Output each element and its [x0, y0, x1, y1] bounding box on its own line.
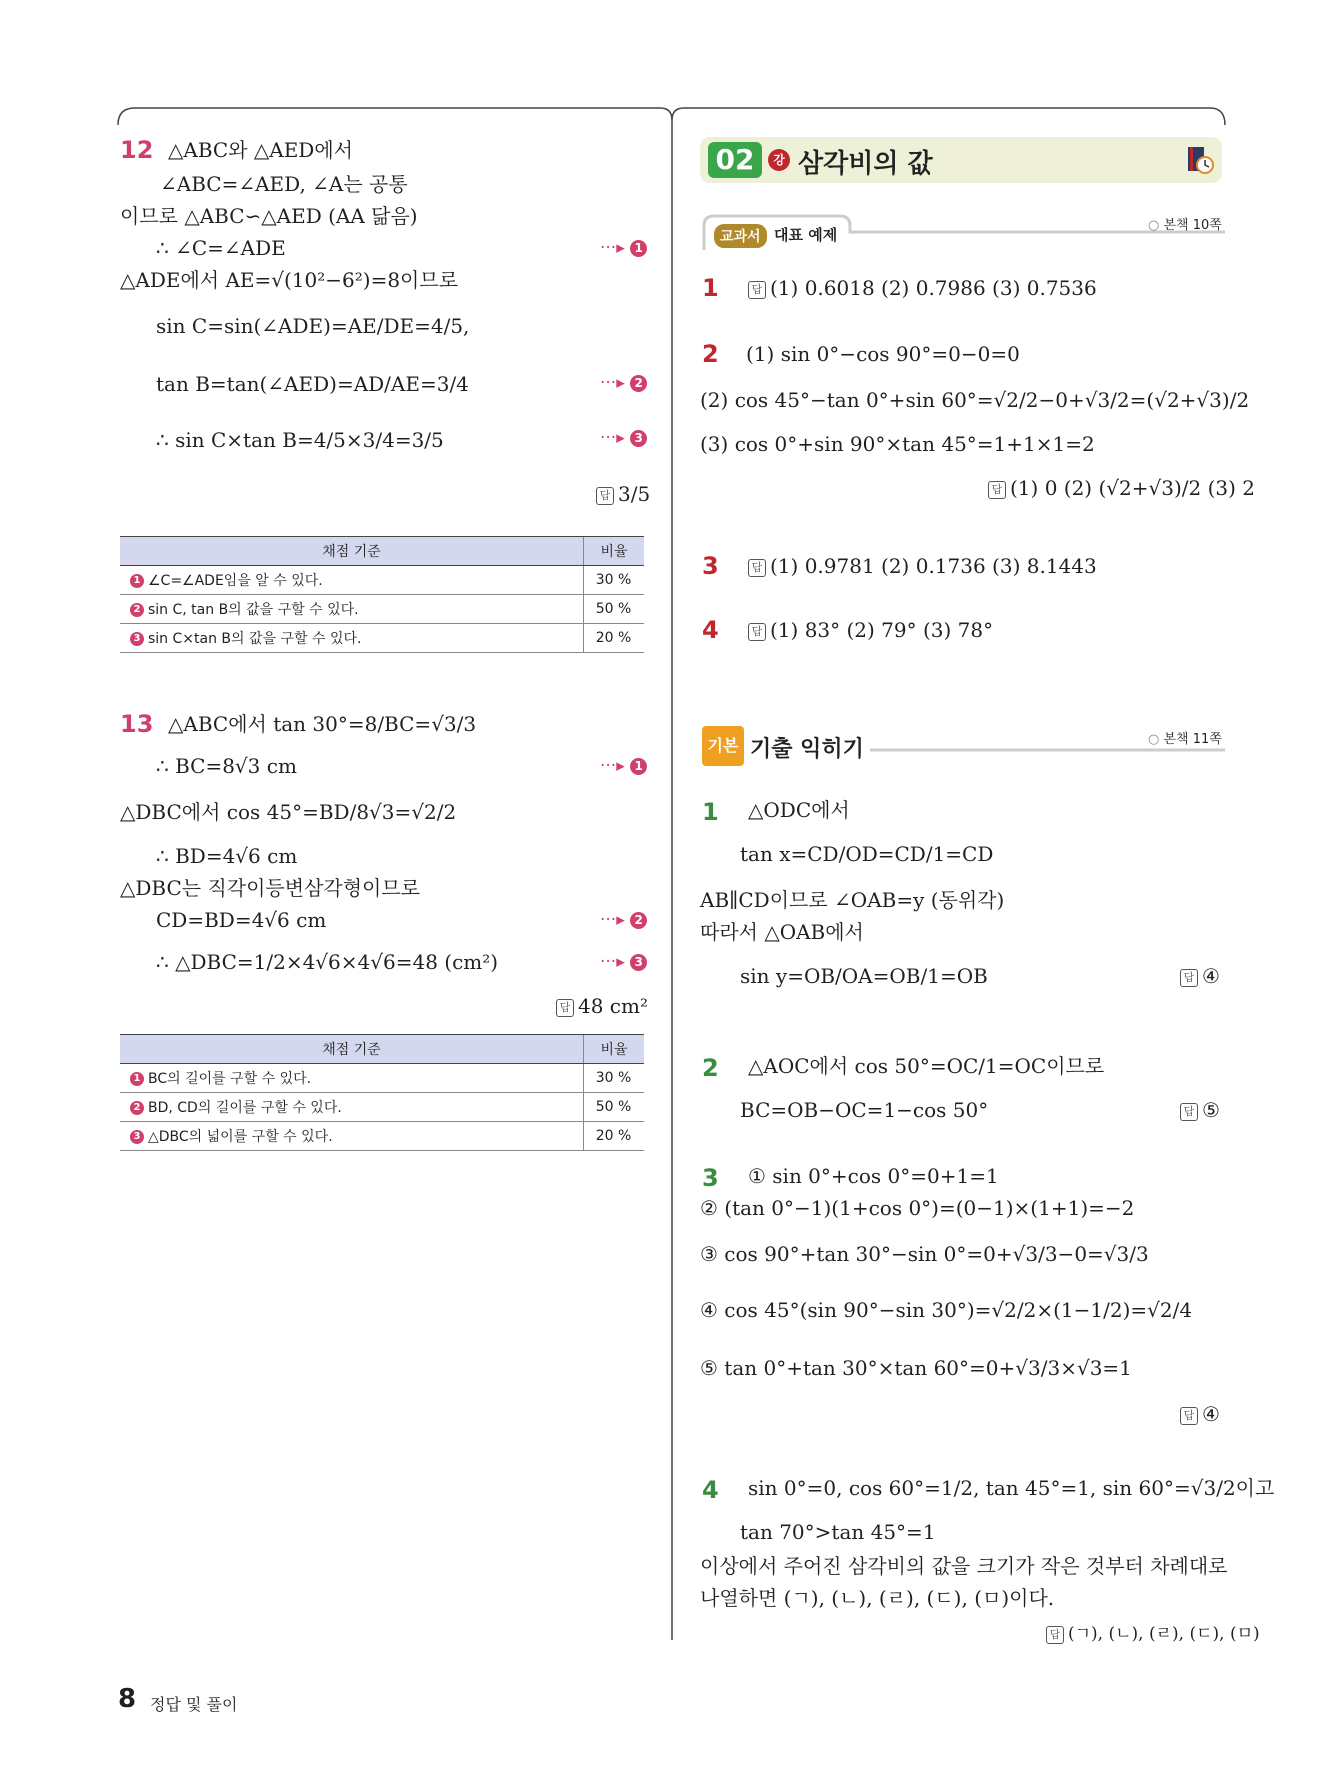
example-3-answer: 답 (1) 0.9781 (2) 0.1736 (3) 8.1443	[748, 552, 1097, 580]
table-row: 3 △DBC의 넓이를 구할 수 있다. 20 %	[120, 1122, 644, 1151]
q13-line-7: ∴ △DBC=1/2×4√6×4√6=48 (cm²)	[156, 950, 499, 974]
q13-line-6: CD=BD=4√6 cm	[156, 908, 327, 932]
q12-line-8: ∴ sin C×tan B=4/5×3/4=3/5	[156, 428, 444, 452]
problem-13-number: 13	[120, 710, 154, 738]
q12-line-7: tan B=tan(∠AED)=AD/AE=3/4	[156, 372, 469, 396]
basic-3-answer: 답 ④	[1180, 1400, 1220, 1428]
q13-line-5: △DBC는 직각이등변삼각형이므로	[120, 876, 420, 900]
basic-3-line-3: ③ cos 90°+tan 30°−sin 0°=0+√3/3−0=√3/3	[700, 1242, 1149, 1266]
table-header-ratio: 비율	[584, 537, 645, 566]
example-2-line-1: (1) sin 0°−cos 90°=0−0=0	[746, 342, 1020, 366]
ref-circle-icon: ○	[1148, 218, 1160, 233]
example-4-answer: 답 (1) 83° (2) 79° (3) 78°	[748, 616, 993, 644]
answer-icon: 답	[748, 281, 766, 299]
basic-3-line-4: ④ cos 45°(sin 90°−sin 30°)=√2/2×(1−1/2)=√2/4	[700, 1298, 1193, 1322]
book-clock-icon	[1186, 145, 1214, 175]
step-marker-2: ···▸ 2	[600, 910, 647, 930]
basic-2-number: 2	[702, 1054, 719, 1082]
q13-line-3: △DBC에서 cos 45°=BD/8√3=√2/2	[120, 800, 457, 824]
answer-icon: 답	[1046, 1626, 1064, 1644]
basic-1-line-3: AB∥CD이므로 ∠OAB=y (동위각)	[700, 888, 1005, 912]
answer-icon: 답	[1180, 1103, 1198, 1121]
answer-icon: 답	[988, 481, 1006, 499]
step-marker-3: ···▸ 3	[600, 428, 647, 448]
section2-label: 기출 익히기	[750, 737, 864, 762]
q12-answer: 답 3/5	[596, 480, 650, 508]
section1-ref: ○ 본책 10쪽	[1148, 218, 1222, 233]
q12-line-1: △ABC와 △AED에서	[168, 138, 353, 162]
q12-line-3: 이므로 △ABC∽△AED (AA 닮음)	[120, 204, 418, 228]
example-1-number: 1	[702, 274, 719, 302]
ref-circle-icon: ○	[1148, 732, 1160, 747]
example-2-number: 2	[702, 340, 719, 368]
section2-ref: ○ 본책 11쪽	[1148, 732, 1222, 747]
answer-icon: 답	[596, 487, 614, 505]
q12-scoring-table	[120, 536, 644, 653]
q12-line-2: ∠ABC=∠AED, ∠A는 공통	[160, 172, 408, 196]
answer-icon: 답	[556, 999, 574, 1017]
page-number: 8	[118, 1684, 137, 1714]
example-3-number: 3	[702, 552, 719, 580]
q12-line-4: ∴ ∠C=∠ADE	[156, 236, 286, 260]
answer-icon: 답	[748, 559, 766, 577]
q12-line-6: sin C=sin(∠ADE)=AE/DE=4/5,	[156, 314, 470, 338]
example-2-line-3: (3) cos 0°+sin 90°×tan 45°=1+1×1=2	[700, 432, 1095, 456]
basic-4-line-3: 이상에서 주어진 삼각비의 값을 크기가 작은 것부터 차례대로	[700, 1554, 1228, 1578]
table-row: 1 ∠C=∠ADE임을 알 수 있다. 30 %	[120, 566, 644, 595]
basic-3-line-5: ⑤ tan 0°+tan 30°×tan 60°=0+√3/3×√3=1	[700, 1356, 1132, 1380]
basic-4-answer: 답 (ㄱ), (ㄴ), (ㄹ), (ㄷ), (ㅁ)	[1046, 1620, 1260, 1648]
basic-3-number: 3	[702, 1164, 719, 1192]
chapter-number: 02	[708, 142, 762, 178]
basic-3-line-2: ② (tan 0°−1)(1+cos 0°)=(0−1)×(1+1)=−2	[700, 1196, 1135, 1220]
basic-tag: 기본	[702, 726, 744, 766]
basic-2-answer: 답 ⑤	[1180, 1096, 1220, 1124]
table-header-criteria: 채점 기준	[120, 537, 584, 566]
textbook-tag: 교과서	[714, 224, 767, 248]
q13-line-4: ∴ BD=4√6 cm	[156, 844, 298, 868]
q12-line-5: △ADE에서 AE=√(10²−6²)=8이므로	[120, 268, 459, 292]
step-marker-2: ···▸ 2	[600, 373, 647, 393]
basic-1-answer: 답 ④	[1180, 962, 1220, 990]
basic-4-line-4: 나열하면 (ㄱ), (ㄴ), (ㄹ), (ㄷ), (ㅁ)이다.	[700, 1586, 1055, 1610]
table-header-criteria: 채점 기준	[120, 1035, 584, 1064]
footer-label: 정답 및 풀이	[150, 1695, 238, 1714]
basic-1-line-5: sin y=OB/OA=OB/1=OB	[740, 964, 988, 988]
q13-answer: 답 48 cm²	[556, 992, 648, 1020]
step-marker-1: ···▸ 1	[600, 238, 647, 258]
basic-1-number: 1	[702, 798, 719, 826]
problem-12-number: 12	[120, 136, 154, 164]
chapter-header	[700, 137, 1222, 183]
example-2-line-2: (2) cos 45°−tan 0°+sin 60°=√2/2−0+√3/2=(√2+√3)/2	[700, 388, 1250, 412]
basic-4-line-2: tan 70°>tan 45°=1	[740, 1520, 936, 1544]
basic-4-number: 4	[702, 1476, 719, 1504]
basic-2-line-2: BC=OB−OC=1−cos 50°	[740, 1098, 989, 1122]
chapter-badge: 강	[768, 149, 790, 171]
q13-line-1: △ABC에서 tan 30°=8/BC=√3/3	[168, 712, 477, 736]
basic-1-line-4: 따라서 △OAB에서	[700, 920, 864, 944]
answer-icon: 답	[1180, 1407, 1198, 1425]
step-marker-1: ···▸ 1	[600, 756, 647, 776]
q13-line-2: ∴ BC=8√3 cm	[156, 754, 297, 778]
q13-scoring-table	[120, 1034, 644, 1151]
basic-1-line-1: △ODC에서	[748, 798, 850, 822]
example-4-number: 4	[702, 616, 719, 644]
section1-label: 대표 예제	[774, 226, 838, 244]
example-1-answer: 답 (1) 0.6018 (2) 0.7986 (3) 0.7536	[748, 274, 1097, 302]
table-row: 2 BD, CD의 길이를 구할 수 있다. 50 %	[120, 1093, 644, 1122]
table-row: 3 sin C×tan B의 값을 구할 수 있다. 20 %	[120, 624, 644, 653]
answer-icon: 답	[748, 623, 766, 641]
table-header-ratio: 비율	[584, 1035, 645, 1064]
table-row: 1 BC의 길이를 구할 수 있다. 30 %	[120, 1064, 644, 1093]
step-marker-3: ···▸ 3	[600, 952, 647, 972]
example-2-answer: 답 (1) 0 (2) (√2+√3)/2 (3) 2	[988, 474, 1255, 502]
basic-1-line-2: tan x=CD/OD=CD/1=CD	[740, 842, 994, 866]
basic-2-line-1: △AOC에서 cos 50°=OC/1=OC이므로	[748, 1054, 1105, 1078]
answer-icon: 답	[1180, 969, 1198, 987]
chapter-title: 삼각비의 값	[798, 149, 933, 179]
table-row: 2 sin C, tan B의 값을 구할 수 있다. 50 %	[120, 595, 644, 624]
basic-4-line-1: sin 0°=0, cos 60°=1/2, tan 45°=1, sin 60°=√3/2이고	[748, 1476, 1275, 1500]
basic-3-line-1: ① sin 0°+cos 0°=0+1=1	[748, 1164, 999, 1188]
